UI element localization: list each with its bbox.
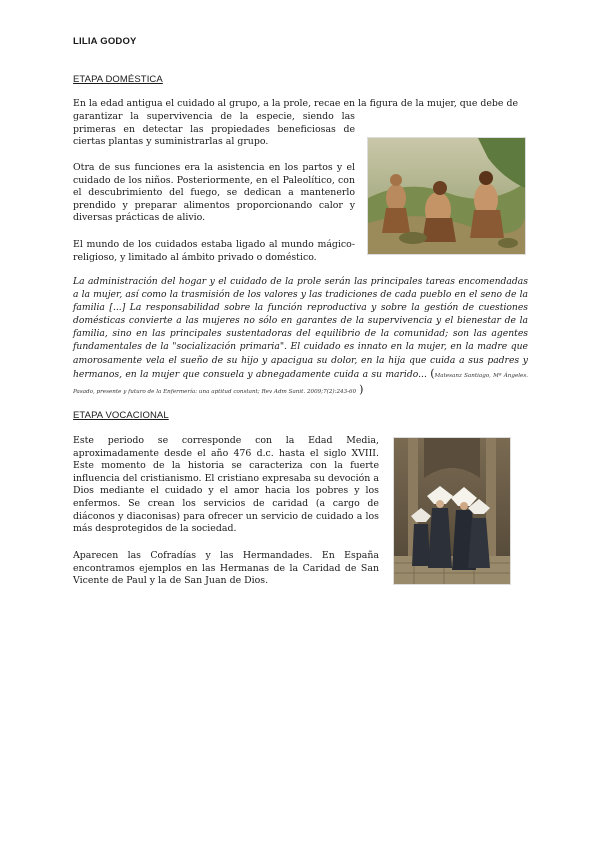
section-heading-domestica: ETAPA DOMÉSTICA <box>73 74 163 85</box>
reference-source: Pasado, presente y futuro de la Enfermería: una aptitud constant; Rev Adm Sanit. 2009;7(2):243-60 <box>73 388 357 395</box>
reference-open-paren: ( <box>430 366 435 380</box>
paragraph-domestica-intro-line: En la edad antigua el cuidado al grupo, a la prole, recae en la figura de la mujer, que debe de <box>73 98 519 109</box>
paragraph-vocacional-cofradias: Aparecen las Cofradías y las Hermandades. En España encontramos ejemplos en las Hermanas de la Caridad de San Vicente de Paul y la de San Juan de Dios. <box>73 550 379 587</box>
nuns-scene-image <box>394 438 510 584</box>
paragraph-domestica-intro: garantizar la supervivencia de la especie, siendo las primeras en detectar las propiedades beneficiosas de ciertas plantas y suministrarlas al grupo. <box>73 111 355 148</box>
nuns-painting-image <box>393 437 511 585</box>
reference-close-paren: ) <box>359 382 364 396</box>
prehistoric-scene-image <box>368 138 525 254</box>
section-heading-vocacional: ETAPA VOCACIONAL <box>73 410 169 421</box>
paragraph-domestica-functions: Otra de sus funciones era la asistencia en los partos y el cuidado de los niños. Posteriormente, en el Paleolítico, con el descubrimiento del fuego, se dedican a mantenerlo prendido y preparar alimentos proporcionando calor y diversas prácticas de alivio. <box>73 162 355 224</box>
prehistoric-women-illustration <box>367 137 526 255</box>
paragraph-domestica-magic: El mundo de los cuidados estaba ligado al mundo mágico-religioso, y limitado al ámbito privado o doméstico. <box>73 239 355 263</box>
paragraph-vocacional-period: Este periodo se corresponde con la Edad Media, aproximadamente desde el año 476 d.c. hasta el siglo XVIII. Este momento de la historia se caracteriza con la fuerte influencia del cristianismo. El cristiano expresaba su devoción a Dios mediante el cuidado y el amor hacia los pobres y los enfermos. Se crean los servicios de caridad (a cargo de diáconos y diaconisas) para ofrecer un servicio de cuidado a los más desprotegidos de la sociedad. <box>73 435 379 535</box>
author-name: LILIA GODOY <box>73 36 137 47</box>
blockquote-citation <box>73 275 528 399</box>
reference-author: Matesanz Santiago, Mª Ángeles. <box>434 372 529 379</box>
quote-text: La administración del hogar y el cuidado de la prole serán las principales tareas encomendadas a la mujer, así como la trasmisión de los valores y las tradiciones de cada pueblo en el seno de la familia [...] La responsabilidad sobre la función reproductiva y sobre la gestión de cuestiones domésticas convierte a las mujeres no sólo en garantes de la supervivencia y el bienestar de la familia, sino en las principales sustentadoras del equilibrio de la comunidad; son las agentes fundamentales de la "socialización primaria". El cuidado es innato en la mujer, en la madre que amorosamente vela el sueño de su hijo y apacigua su dolor, en la hija que cuida a sus padres y hermanos, en la mujer que consuela y abnegadamente cuida a su marido... <box>73 276 528 380</box>
